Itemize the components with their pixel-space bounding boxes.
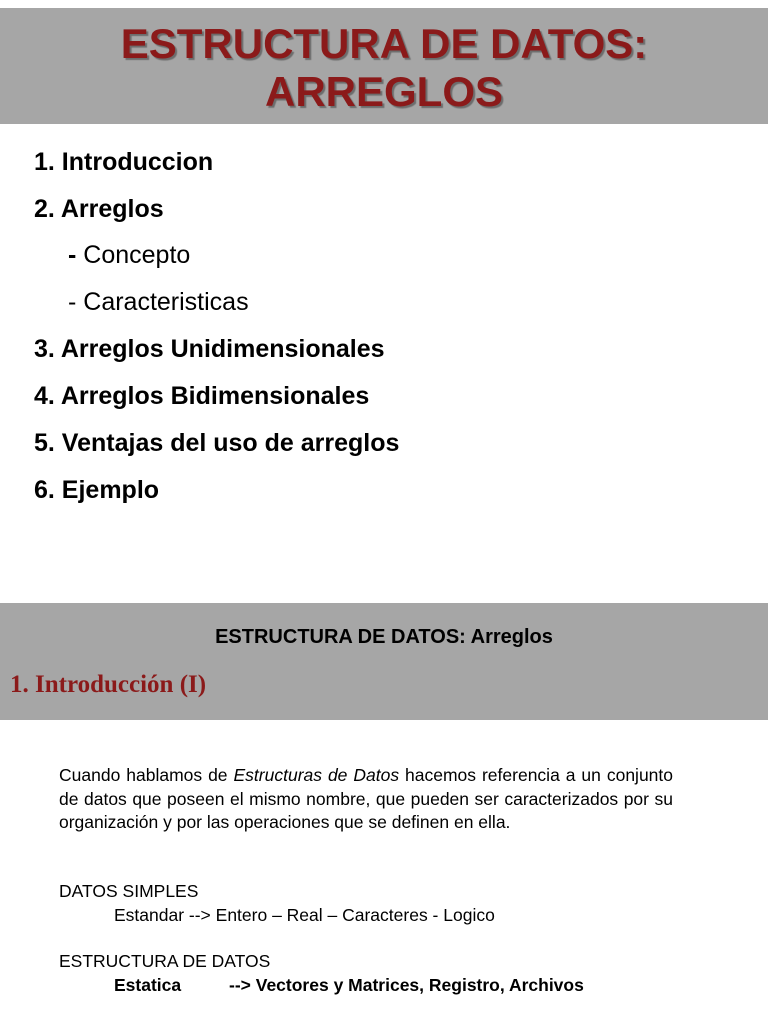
agenda-item-introduccion: 1. Introduccion xyxy=(34,148,214,176)
title-line-1: ESTRUCTURA DE DATOS: xyxy=(120,20,648,67)
agenda-item-arreglos: 2. Arreglos xyxy=(34,195,164,223)
agenda-subitem-concepto xyxy=(68,235,190,275)
intro-paragraph xyxy=(59,764,673,835)
slide-subtitle: ESTRUCTURA DE DATOS: Arreglos xyxy=(215,626,553,648)
section-banner xyxy=(0,603,768,720)
agenda-subitem-label: Concepto xyxy=(76,241,191,269)
structure-heading: ESTRUCTURA DE DATOS xyxy=(59,951,271,971)
simple-data-heading: DATOS SIMPLES xyxy=(59,881,199,901)
agenda-item-unidimensionales: 3. Arreglos Unidimensionales xyxy=(34,335,385,363)
intro-text-end: hacemos referencia a un conjunto de datos que poseen el mismo nombre, que pueden ser caracterizados por su organización y por las operaciones que se definen en ella. xyxy=(59,765,674,832)
intro-emphasis: Estructuras de Datos xyxy=(233,765,400,785)
agenda-item-ejemplo: 6. Ejemplo xyxy=(34,476,160,504)
static-label: Estatica xyxy=(114,975,182,995)
title-line-2: ARREGLOS xyxy=(264,68,503,115)
agenda-item-bidimensionales: 4. Arreglos Bidimensionales xyxy=(34,382,370,410)
intro-text-start: Cuando hablamos de xyxy=(59,765,234,785)
agenda-item-ventajas: 5. Ventajas del uso de arreglos xyxy=(34,429,400,457)
simple-data-detail: Estandar --> Entero – Real – Caracteres - Logico xyxy=(114,905,495,925)
bullet-dash: - xyxy=(68,241,77,269)
page-title xyxy=(0,20,768,116)
static-detail: --> Vectores y Matrices, Registro, Archivos xyxy=(229,975,584,995)
agenda-subitem-caracteristicas: - Caracteristicas xyxy=(68,288,249,316)
section-heading: 1. Introducción (I) xyxy=(10,671,207,698)
